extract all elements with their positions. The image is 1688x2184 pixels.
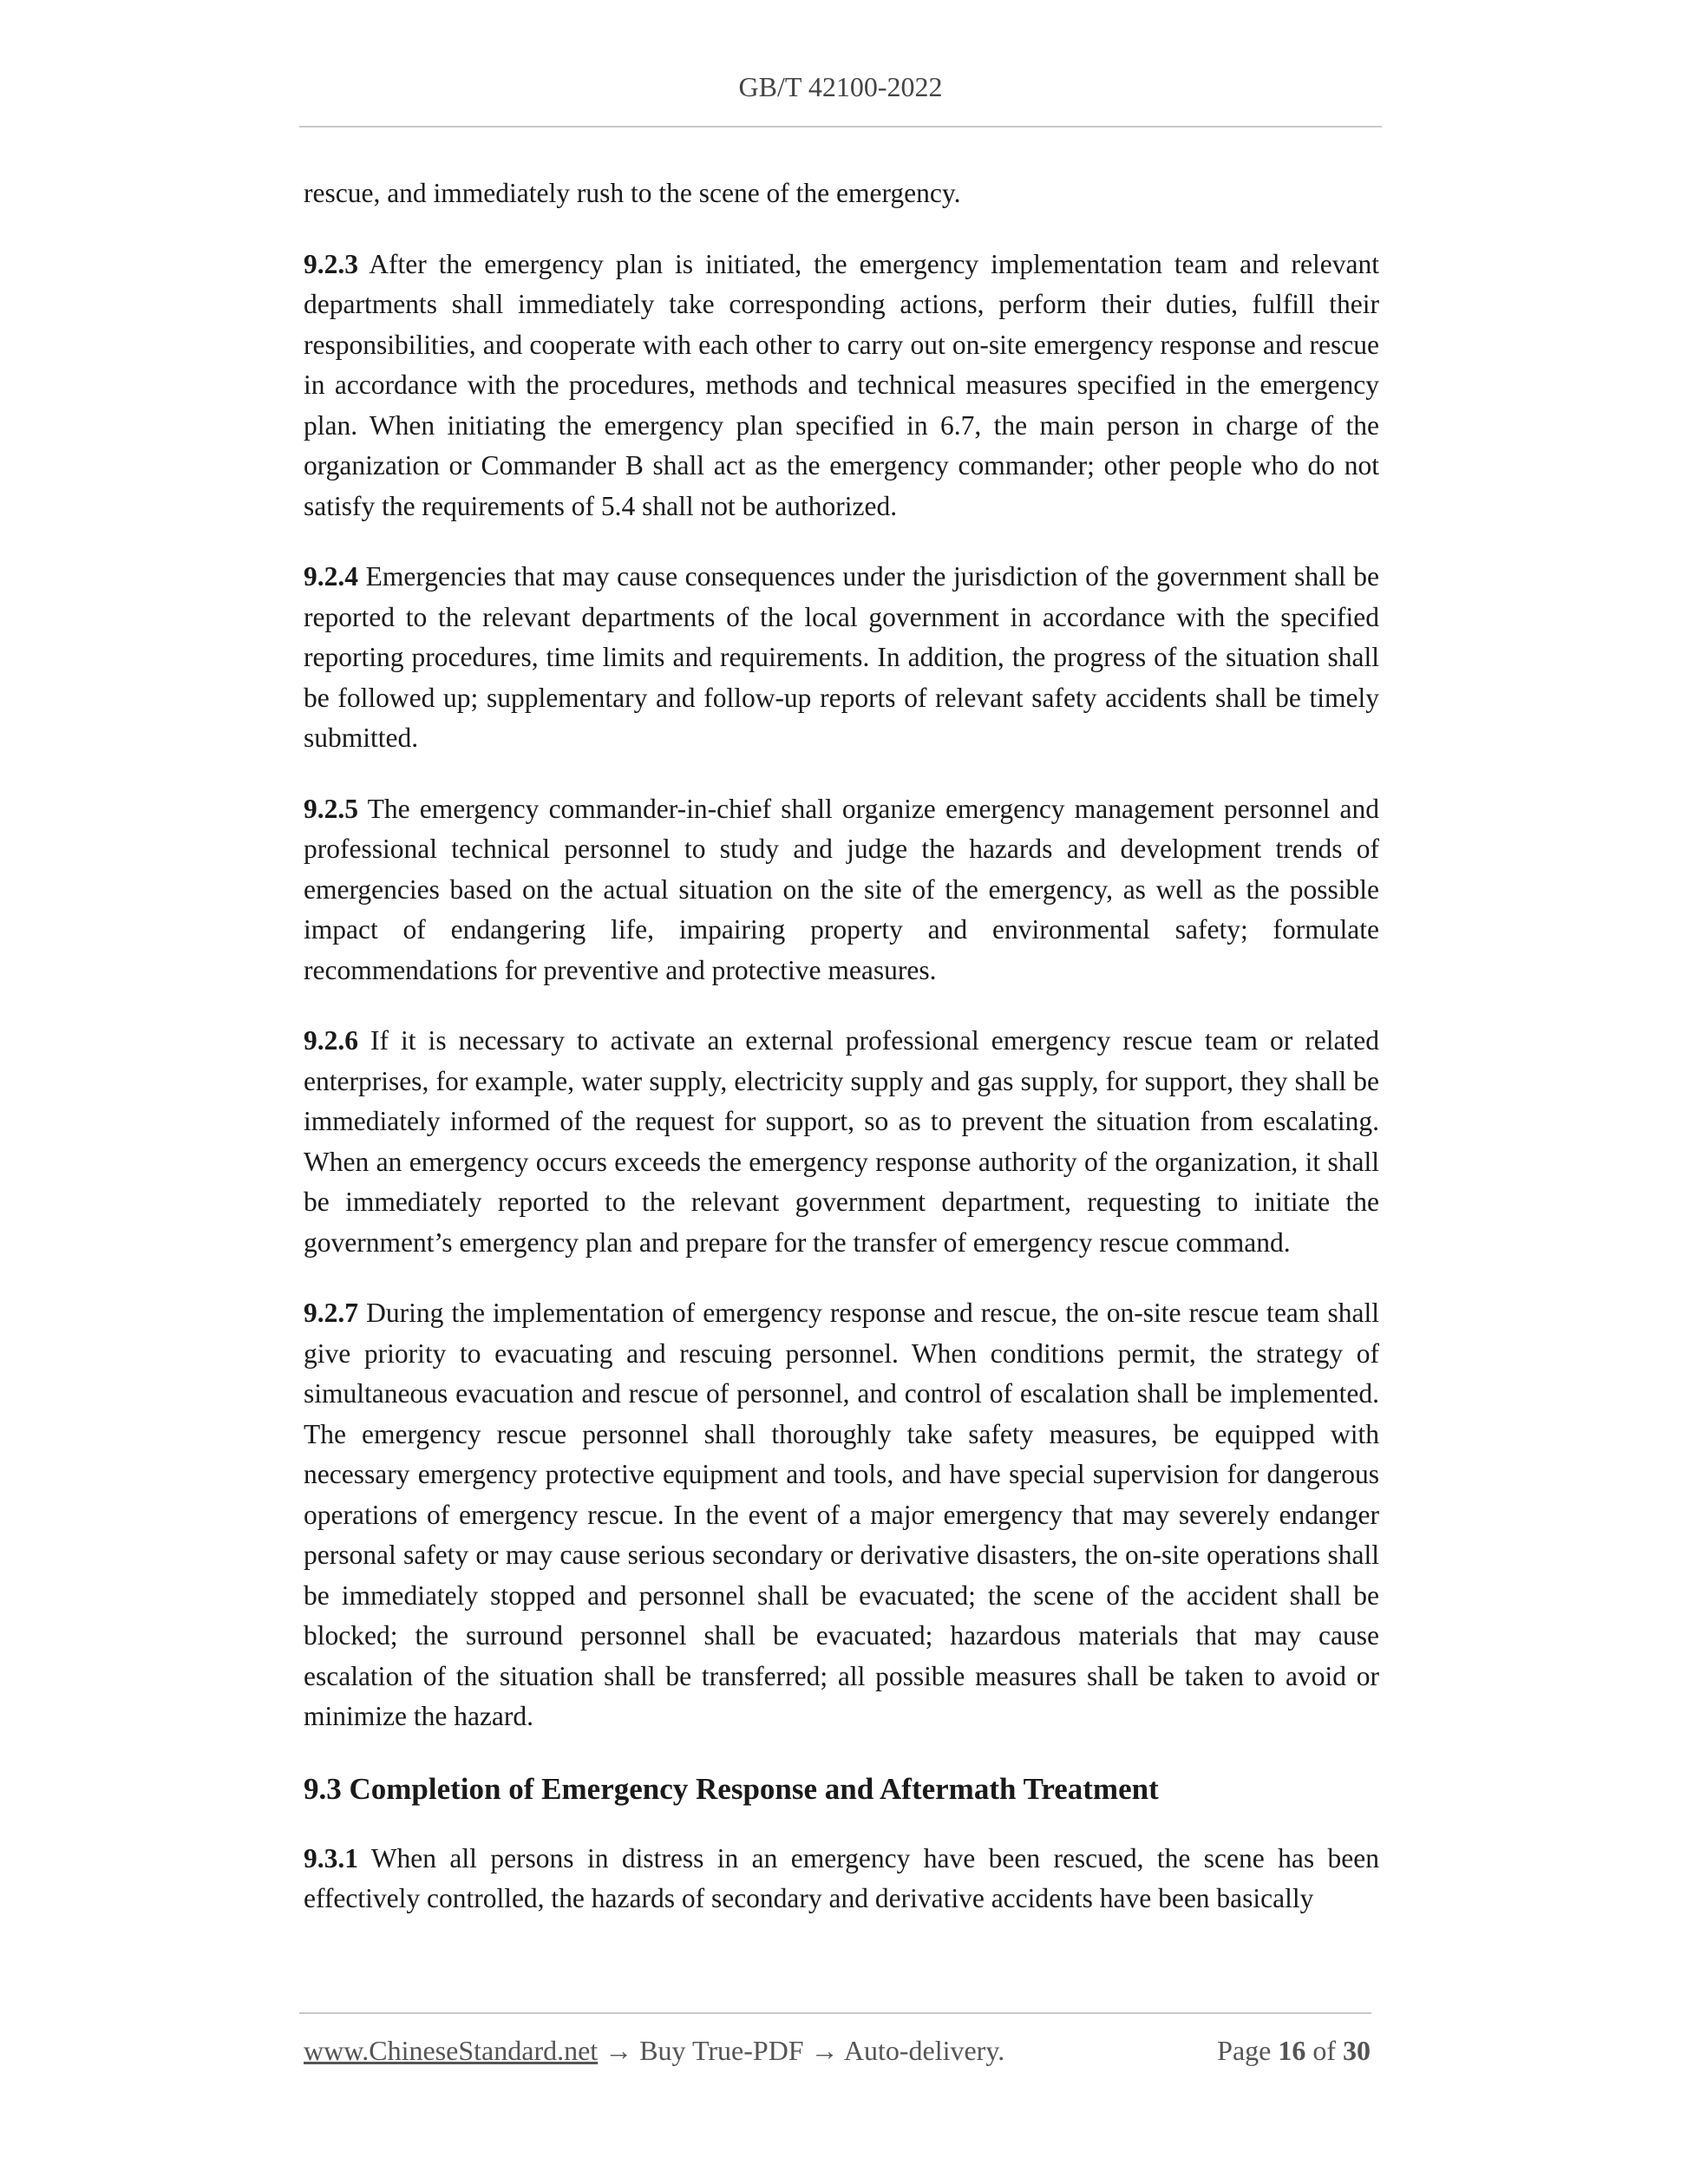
document-header: GB/T 42100-2022 — [738, 71, 943, 102]
of-label: of — [1312, 2035, 1336, 2066]
header-divider — [299, 126, 1382, 128]
clause-list-9-2 — [304, 245, 1379, 1737]
clause-list-9-3 — [304, 1839, 1379, 1919]
clause-paragraph — [304, 557, 1379, 759]
clause-paragraph — [304, 1293, 1379, 1737]
clause-text: If it is necessary to activate an external professional emergency rescue team or related enterprises, for example, water supply, electricity supply and gas supply, for support, they shall be immediately informed of the request for support, so as to prevent the situation from escalating. When an emergency occurs exceeds the emergency response authority of the organization, it shall be immediately reported to the relevant government department, requesting to initiate the government’s emergency plan and prepare for the transfer of emergency rescue command. — [304, 1025, 1380, 1258]
footer-divider — [299, 2012, 1371, 2014]
clause-number: 9.2.3 — [304, 248, 358, 279]
footer-promo — [304, 2035, 1004, 2067]
page-label: Page — [1217, 2035, 1272, 2066]
clause-paragraph — [304, 245, 1379, 527]
clause-number: 9.2.4 — [304, 561, 358, 592]
clause-paragraph — [304, 789, 1379, 991]
clause-number: 9.2.6 — [304, 1025, 358, 1056]
page-indicator — [1217, 2035, 1371, 2067]
footer-promo-text: → Buy True-PDF → Auto-delivery. — [598, 2035, 1005, 2066]
clause-number: 9.2.7 — [304, 1298, 358, 1328]
page-number: 16 — [1278, 2035, 1306, 2066]
clause-number: 9.2.5 — [304, 793, 358, 824]
page-total: 30 — [1343, 2035, 1371, 2066]
clause-number: 9.3.1 — [304, 1842, 358, 1873]
clause-paragraph — [304, 1839, 1379, 1919]
clause-text: Emergencies that may cause consequences under the jurisdiction of the government shall be reported to the relevant departments of the local government in accordance with the specified reporting procedures, time limits and requirements. In addition, the progress of the situation shall be followed up; supplementary and follow-up reports of relevant safety accidents shall be timely submitted. — [304, 561, 1379, 753]
section-heading-9-3: 9.3 Completion of Emergency Response and Aftermath Treatment — [304, 1771, 1159, 1806]
website-link[interactable]: www.ChineseStandard.net — [304, 2035, 599, 2066]
document-body — [304, 173, 1379, 1950]
clause-text: When all persons in distress in an emergency have been rescued, the scene has been effectively controlled, the hazards of secondary and derivative accidents have been basically — [304, 1842, 1379, 1913]
clause-text: During the implementation of emergency response and rescue, the on-site rescue team shall give priority to evacuating and rescuing personnel. When conditions permit, the strategy of simultaneous evacuation and rescue of personnel, and control of escalation shall be implemented. The emergency rescue personnel shall thoroughly take safety measures, be equipped with necessary emergency protective equipment and tools, and have special supervision for dangerous operations of emergency rescue. In the event of a major emergency that may severely endanger personal safety or may cause serious secondary or derivative disasters, the on-site operations shall be immediately stopped and personnel shall be evacuated; the scene of the accident shall be blocked; the surround personnel shall be evacuated; hazardous materials that may cause escalation of the situation shall be transferred; all possible measures shall be taken to avoid or minimize the hazard. — [304, 1298, 1379, 1731]
clause-text: After the emergency plan is initiated, the emergency implementation team and relevant departments shall immediately take corresponding actions, perform their duties, fulfill their responsibilities, and cooperate with each other to carry out on-site emergency response and rescue in accordance with the procedures, methods and technical measures specified in the emergency plan. When initiating the emergency plan specified in 6.7, the main person in charge of the organization or Commander B shall act as the emergency commander; other people who do not satisfy the requirements of 5.4 shall not be authorized. — [304, 248, 1379, 521]
continuation-paragraph: rescue, and immediately rush to the scene of the emergency. — [304, 178, 961, 208]
clause-paragraph — [304, 1021, 1379, 1263]
clause-text: The emergency commander-in-chief shall organize emergency management personnel and professional technical personnel to study and judge the hazards and development trends of emergencies based on the actual situation on the site of the emergency, as well as the possible impact of endangering life, impairing property and environmental safety; formulate recommendations for preventive and protective measures. — [304, 793, 1379, 985]
